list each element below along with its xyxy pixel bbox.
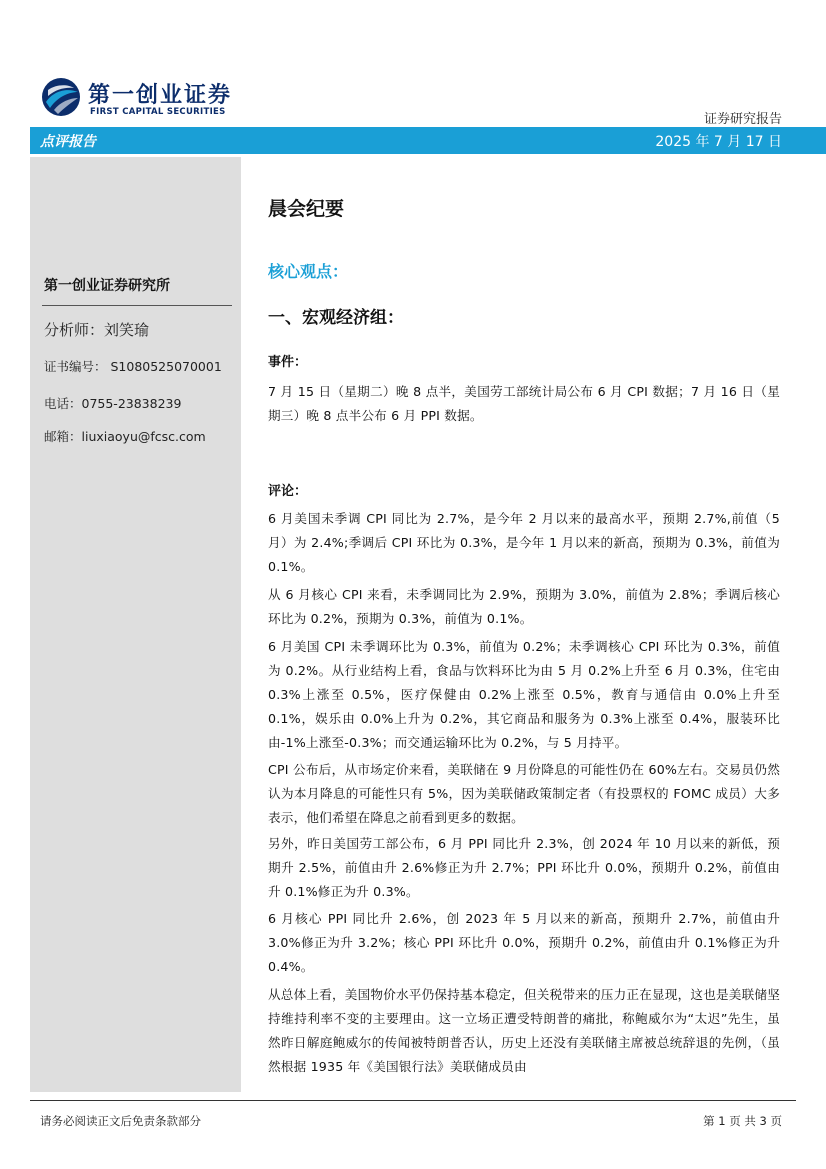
logo-chinese-name: 第一创业证券 — [88, 83, 233, 108]
certificate-number: 证书编号： S1080525070001 — [44, 359, 222, 374]
email-address: 邮箱：liuxiaoyu@fcsc.com — [44, 429, 206, 444]
sidebar-divider — [42, 305, 232, 306]
page-number: 第 1 页 共 3 页 — [703, 1114, 782, 1128]
comment-paragraph: 6 月美国 CPI 未季调环比为 0.3%，前值为 0.2%；未季调核心 CPI 环比为 0.3%，前值为 0.2%。从行业结构上看，食品与饮料环比为由 5 月 0.2%上升至 6 月 0.3%，住宅由 0.3%上涨至 0.5%，医疗保健由 0.2%上涨至 0.5%，教育与通信由 0.0%上升至 0.1%，娱乐由 0.0%上升为 0.2%，其它商品和服务为 0.3%上涨至 0.4%，服装环比由-1%上涨至-0.3%；而交通运输环比为 0.2%，与 5 月持平。 — [268, 639, 780, 750]
comment-paragraph: 从总体上看，美国物价水平仍保持基本稳定，但关税带来的压力正在显现，这也是美联储坚持维持利率不变的主要理由。这一立场正遭受特朗普的痛批，称鲍威尔为“太迟”先生，虽然昨日解庭鲍威尔的传闻被特朗普否认，历史上还没有美联储主席被总统辞退的先例，（虽然根据 1935 年《美国银行法》美联储成员由 — [268, 987, 780, 1074]
macro-group-heading: 一、宏观经济组： — [268, 308, 404, 328]
comment-paragraph: 另外，昨日美国劳工部公布，6 月 PPI 同比升 2.3%，创 2024 年 10 月以来的新低，预期升 2.5%，前值由升 2.6%修正为升 2.7%；PPI 环比升 0.0%，预期升 0.2%，前值由升 0.1%修正为升 0.3%。 — [268, 836, 780, 899]
comment-heading: 评论： — [268, 484, 308, 499]
comment-paragraph: CPI 公布后，从市场定价来看，美联储在 9 月份降息的可能性仍在 60%左右。交易员仍然认为本月降息的可能性只有 5%，因为美联储政策制定者（有投票权的 FOMC 成员）大多表示，他们希望在降息之前看到更多的数据。 — [268, 762, 780, 825]
event-paragraph: 7 月 15 日（星期二）晚 8 点半，美国劳工部统计局公布 6 月 CPI 数据；7 月 16 日（星期三）晚 8 点半公布 6 月 PPI 数据。 — [268, 384, 780, 423]
comment-paragraph: 6 月核心 PPI 同比升 2.6%，创 2023 年 5 月以来的新高，预期升 2.7%，前值由升 3.0%修正为升 3.2%；核心 PPI 环比升 0.0%，预期升 0.2%，前值由升 0.1%修正为升 0.4%。 — [268, 911, 780, 974]
header-bar — [30, 127, 826, 154]
comment-paragraph: 6 月美国未季调 CPI 同比为 2.7%，是今年 2 月以来的最高水平，预期 2.7%,前值（5 月）为 2.4%;季调后 CPI 环比为 0.3%，是今年 1 月以来的新高，预期为 0.3%，前值为 0.1%。 — [268, 511, 780, 574]
phone-number: 电话：0755-23838239 — [44, 396, 182, 411]
event-heading: 事件： — [268, 355, 308, 370]
sidebar-panel — [30, 157, 241, 1092]
globe-logo-icon — [40, 76, 82, 118]
core-views-heading: 核心观点： — [268, 262, 349, 281]
institute-name: 第一创业证券研究所 — [44, 278, 170, 294]
company-logo — [40, 76, 240, 126]
report-category: 点评报告 — [40, 134, 96, 150]
footer-disclaimer: 请务必阅读正文后免责条款部分 — [40, 1114, 201, 1128]
comment-paragraph: 从 6 月核心 CPI 来看，未季调同比为 2.9%，预期为 3.0%，前值为 2.8%；季调后核心环比为 0.2%，预期为 0.3%，前值为 0.1%。 — [268, 587, 780, 626]
report-type-label: 证券研究报告 — [703, 112, 782, 127]
report-date: 2025 年 7 月 17 日 — [655, 134, 782, 150]
analyst-name: 分析师：刘笑瑜 — [44, 321, 150, 339]
logo-english-name: FIRST CAPITAL SECURITIES — [90, 107, 226, 117]
page-title: 晨会纪要 — [268, 198, 345, 220]
footer-divider — [30, 1100, 796, 1101]
